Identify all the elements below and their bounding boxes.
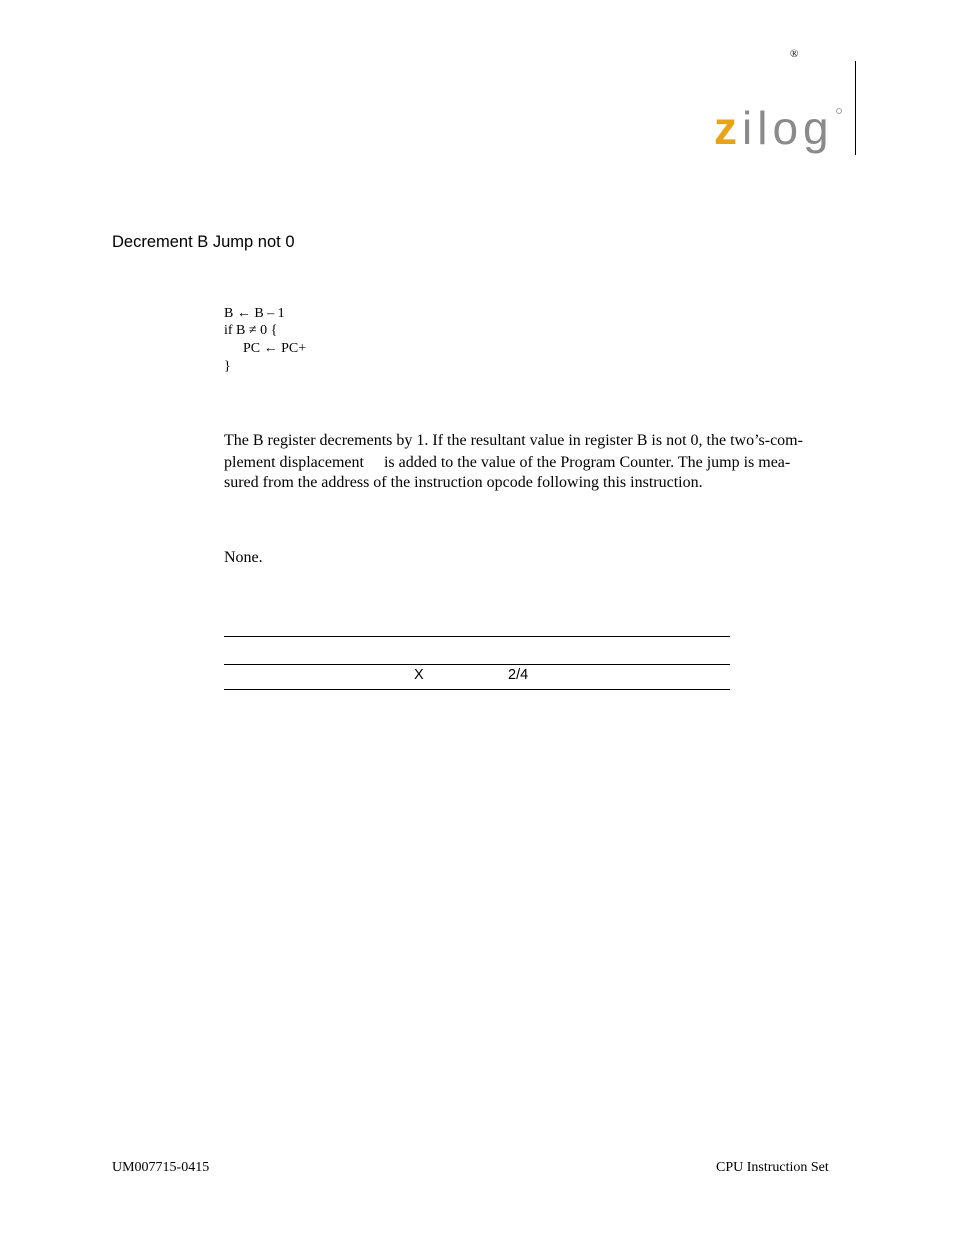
table-top-rule [224, 636, 730, 637]
operation-line: B ← B – 1 [224, 306, 285, 321]
operation-line: if B ≠ 0 { [224, 323, 278, 338]
header-vertical-rule [855, 61, 856, 155]
description-line: sured from the address of the instruction opcode following this instruction. [224, 474, 703, 491]
logo-letter-z: z [714, 102, 742, 154]
logo-reg-circle [837, 109, 842, 114]
table-header-rule [224, 664, 730, 665]
description-line: The B register decrements by 1. If the resultant value in register B is not 0, the two’s-com- [224, 432, 803, 449]
operation-line: } [224, 359, 231, 374]
zilog-logo [712, 98, 852, 160]
svg-text:zilog [714, 102, 834, 154]
registered-mark: ® [790, 48, 799, 60]
section-title: Decrement B Jump not 0 [112, 233, 295, 251]
condition-bits-text: None. [224, 549, 263, 566]
table-cell-x: X [414, 667, 424, 683]
table-cell-cycles: 2/4 [508, 667, 529, 683]
description-line: plement displacement is added to the value of the Program Counter. The jump is mea- [224, 454, 791, 471]
footer-doc-id: UM007715-0415 [112, 1160, 210, 1175]
zilog-logo-graphic [712, 98, 852, 160]
logo-letters-ilog: ilog [742, 102, 834, 154]
footer-section: CPU Instruction Set [716, 1160, 829, 1175]
operation-line: PC ← PC+ [243, 341, 307, 356]
table-bottom-rule [224, 689, 730, 690]
